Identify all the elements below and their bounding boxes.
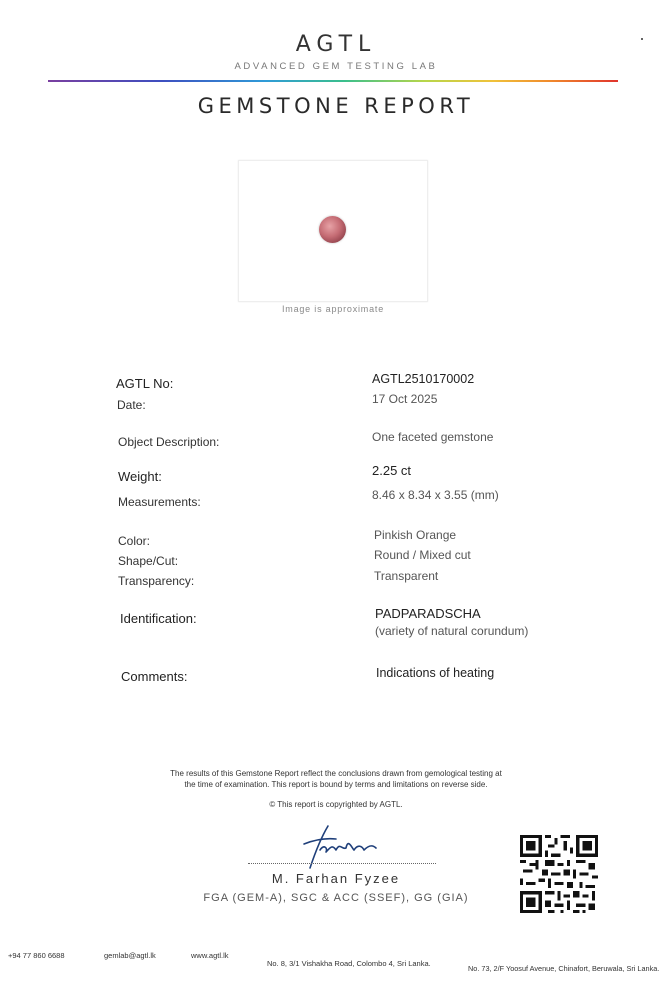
- signature-line: [248, 863, 436, 864]
- agtl-no-label: AGTL No:: [116, 376, 174, 391]
- disclaimer-line-1: The results of this Gemstone Report reflect the conclusions drawn from gemological testing at: [170, 769, 502, 778]
- shape-cut-label: Shape/Cut:: [118, 554, 179, 568]
- color-value: Pinkish Orange: [374, 528, 457, 542]
- copyright-notice: © This report is copyrighted by AGTL.: [269, 800, 403, 809]
- disclaimer-text: [136, 768, 536, 790]
- comments-label: Comments:: [121, 669, 188, 684]
- gemstone-image: [319, 216, 346, 243]
- measurements-label: Measurements:: [118, 495, 201, 509]
- contact-website[interactable]: www.agtl.lk: [191, 951, 229, 960]
- signer-name: M. Farhan Fyzee: [271, 871, 401, 886]
- report-title: GEMSTONE REPORT: [197, 94, 475, 118]
- agtl-no-value: AGTL2510170002: [372, 372, 475, 386]
- rainbow-divider: [48, 80, 618, 82]
- comments-value: Indications of heating: [376, 666, 495, 680]
- date-value: 17 Oct 2025: [372, 392, 438, 406]
- object-description-value: One faceted gemstone: [372, 430, 494, 444]
- contact-address-colombo: No. 8, 3/1 Vishakha Road, Colombo 4, Sri Lanka.: [267, 959, 431, 968]
- brand-logo-text: AGTL: [295, 32, 377, 57]
- identification-label: Identification:: [120, 611, 197, 626]
- brand-subtitle: ADVANCED GEM TESTING LAB: [234, 61, 438, 72]
- identification-value: PADPARADSCHA: [375, 606, 481, 621]
- shape-cut-value: Round / Mixed cut: [374, 548, 471, 562]
- photo-caption: Image is approximate: [281, 304, 385, 314]
- signer-qualifications: FGA (GEM-A), SGC & ACC (SSEF), GG (GIA): [203, 892, 469, 904]
- contact-phone: +94 77 860 6688: [8, 951, 65, 960]
- object-description-label: Object Description:: [118, 435, 220, 449]
- contact-address-beruwala: No. 73, 2/F Yoosuf Avenue, Chinafort, Beruwala, Sri Lanka.: [468, 964, 660, 973]
- transparency-value: Transparent: [374, 569, 439, 583]
- contact-email[interactable]: gemlab@agtl.lk: [104, 951, 156, 960]
- color-label: Color:: [118, 534, 151, 548]
- disclaimer-line-2: the time of examination. This report is bound by terms and limitations on reverse side.: [184, 780, 488, 789]
- handwritten-signature: [292, 820, 392, 872]
- weight-label: Weight:: [118, 469, 162, 484]
- transparency-label: Transparency:: [118, 574, 195, 588]
- identification-note: (variety of natural corundum): [375, 624, 529, 638]
- qr-code: [520, 834, 598, 914]
- measurements-value: 8.46 x 8.34 x 3.55 (mm): [372, 488, 499, 502]
- date-label: Date:: [117, 398, 146, 412]
- weight-value: 2.25 ct: [372, 463, 412, 478]
